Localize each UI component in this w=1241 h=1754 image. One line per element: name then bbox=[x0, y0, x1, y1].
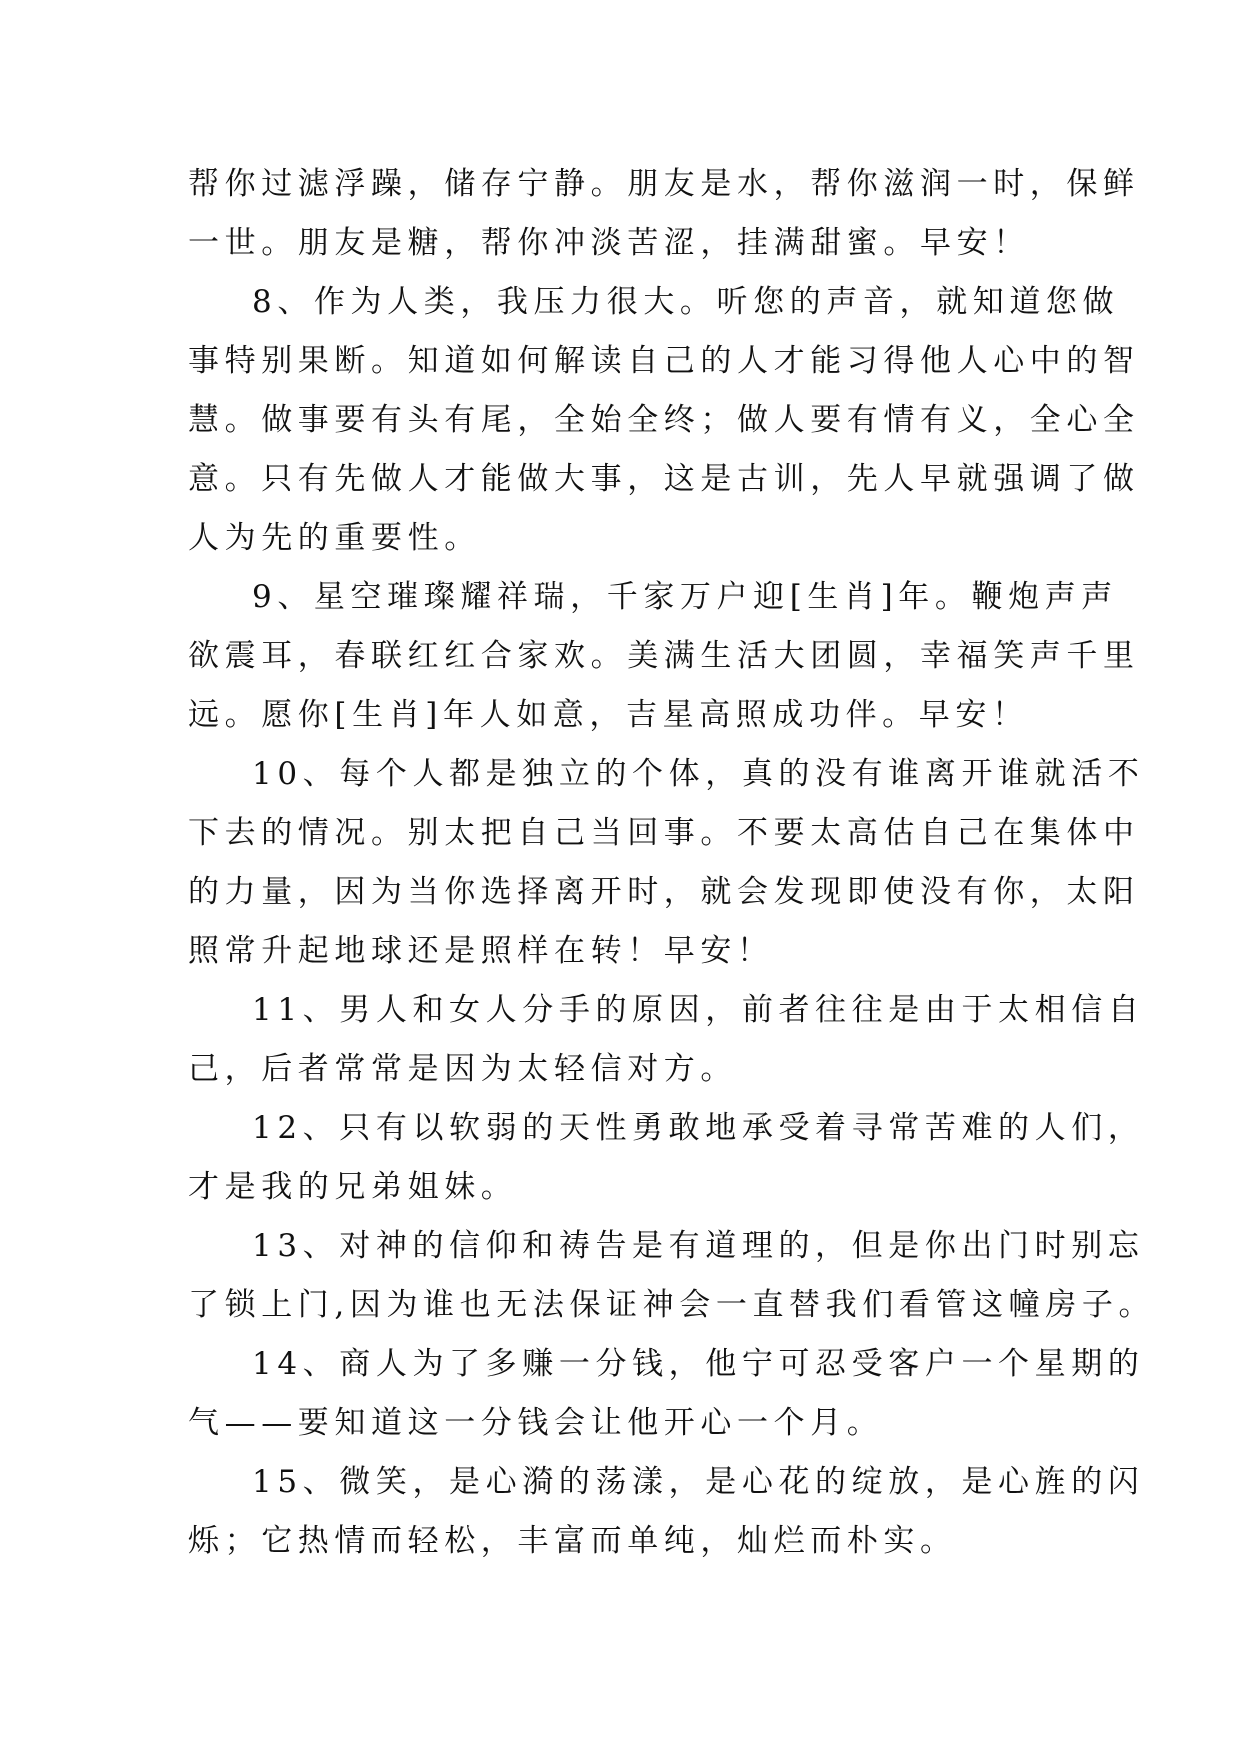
text-line: 15、微笑，是心漪的荡漾，是心花的绽放，是心旌的闪 bbox=[252, 1464, 1145, 1500]
text-line: 的力量，因为当你选择离开时，就会发现即使没有你，太阳 bbox=[188, 874, 1140, 910]
text-line: 下去的情况。别太把自己当回事。不要太高估自己在集体中 bbox=[188, 815, 1140, 851]
text-line: 才是我的兄弟姐妹。 bbox=[188, 1169, 518, 1205]
text-line: 远。愿你[生肖]年人如意，吉星高照成功伴。早安！ bbox=[188, 697, 1029, 733]
text-line: 10、每个人都是独立的个体，真的没有谁离开谁就活不 bbox=[252, 756, 1145, 792]
document-body bbox=[188, 155, 1156, 1571]
text-line: 8、作为人类，我压力很大。听您的声音，就知道您做 bbox=[252, 284, 1120, 320]
text-line: 9、星空璀璨耀祥瑞，千家万户迎[生肖]年。鞭炮声声 bbox=[252, 579, 1118, 615]
text-line: 事特别果断。知道如何解读自己的人才能习得他人心中的智 bbox=[188, 343, 1140, 379]
paragraph-continuation bbox=[188, 155, 1140, 273]
text-line: 14、商人为了多赚一分钱，他宁可忍受客户一个星期的 bbox=[252, 1346, 1145, 1382]
paragraph-12 bbox=[188, 1099, 1145, 1217]
text-line: 人为先的重要性。 bbox=[188, 520, 481, 556]
paragraph-8 bbox=[188, 273, 1140, 568]
text-line: 13、对神的信仰和祷告是有道理的，但是你出门时别忘 bbox=[252, 1228, 1145, 1264]
paragraph-13 bbox=[188, 1217, 1156, 1335]
text-line: 欲震耳，春联红红合家欢。美满生活大团圆，幸福笑声千里 bbox=[188, 638, 1140, 674]
paragraph-10 bbox=[188, 745, 1145, 981]
text-line: 11、男人和女人分手的原因，前者往往是由于太相信自 bbox=[252, 992, 1145, 1028]
text-line: 气——要知道这一分钱会让他开心一个月。 bbox=[188, 1405, 884, 1441]
text-line: 烁；它热情而轻松，丰富而单纯，灿烂而朴实。 bbox=[188, 1523, 957, 1559]
text-line: 12、只有以软弱的天性勇敢地承受着寻常苦难的人们， bbox=[252, 1110, 1145, 1146]
text-line: 照常升起地球还是照样在转！早安！ bbox=[188, 933, 774, 969]
text-line: 了锁上门,因为谁也无法保证神会一直替我们看管这幢房子。 bbox=[188, 1287, 1156, 1323]
paragraph-14 bbox=[188, 1335, 1145, 1453]
paragraph-15 bbox=[188, 1453, 1145, 1571]
text-line: 己，后者常常是因为太轻信对方。 bbox=[188, 1051, 737, 1087]
paragraph-11 bbox=[188, 981, 1145, 1099]
text-line: 一世。朋友是糖，帮你冲淡苦涩，挂满甜蜜。早安！ bbox=[188, 225, 1030, 261]
paragraph-9 bbox=[188, 568, 1140, 745]
text-line: 帮你过滤浮躁，储存宁静。朋友是水，帮你滋润一时，保鲜 bbox=[188, 166, 1140, 202]
text-line: 慧。做事要有头有尾，全始全终；做人要有情有义，全心全 bbox=[188, 402, 1140, 438]
text-line: 意。只有先做人才能做大事，这是古训，先人早就强调了做 bbox=[188, 461, 1140, 497]
